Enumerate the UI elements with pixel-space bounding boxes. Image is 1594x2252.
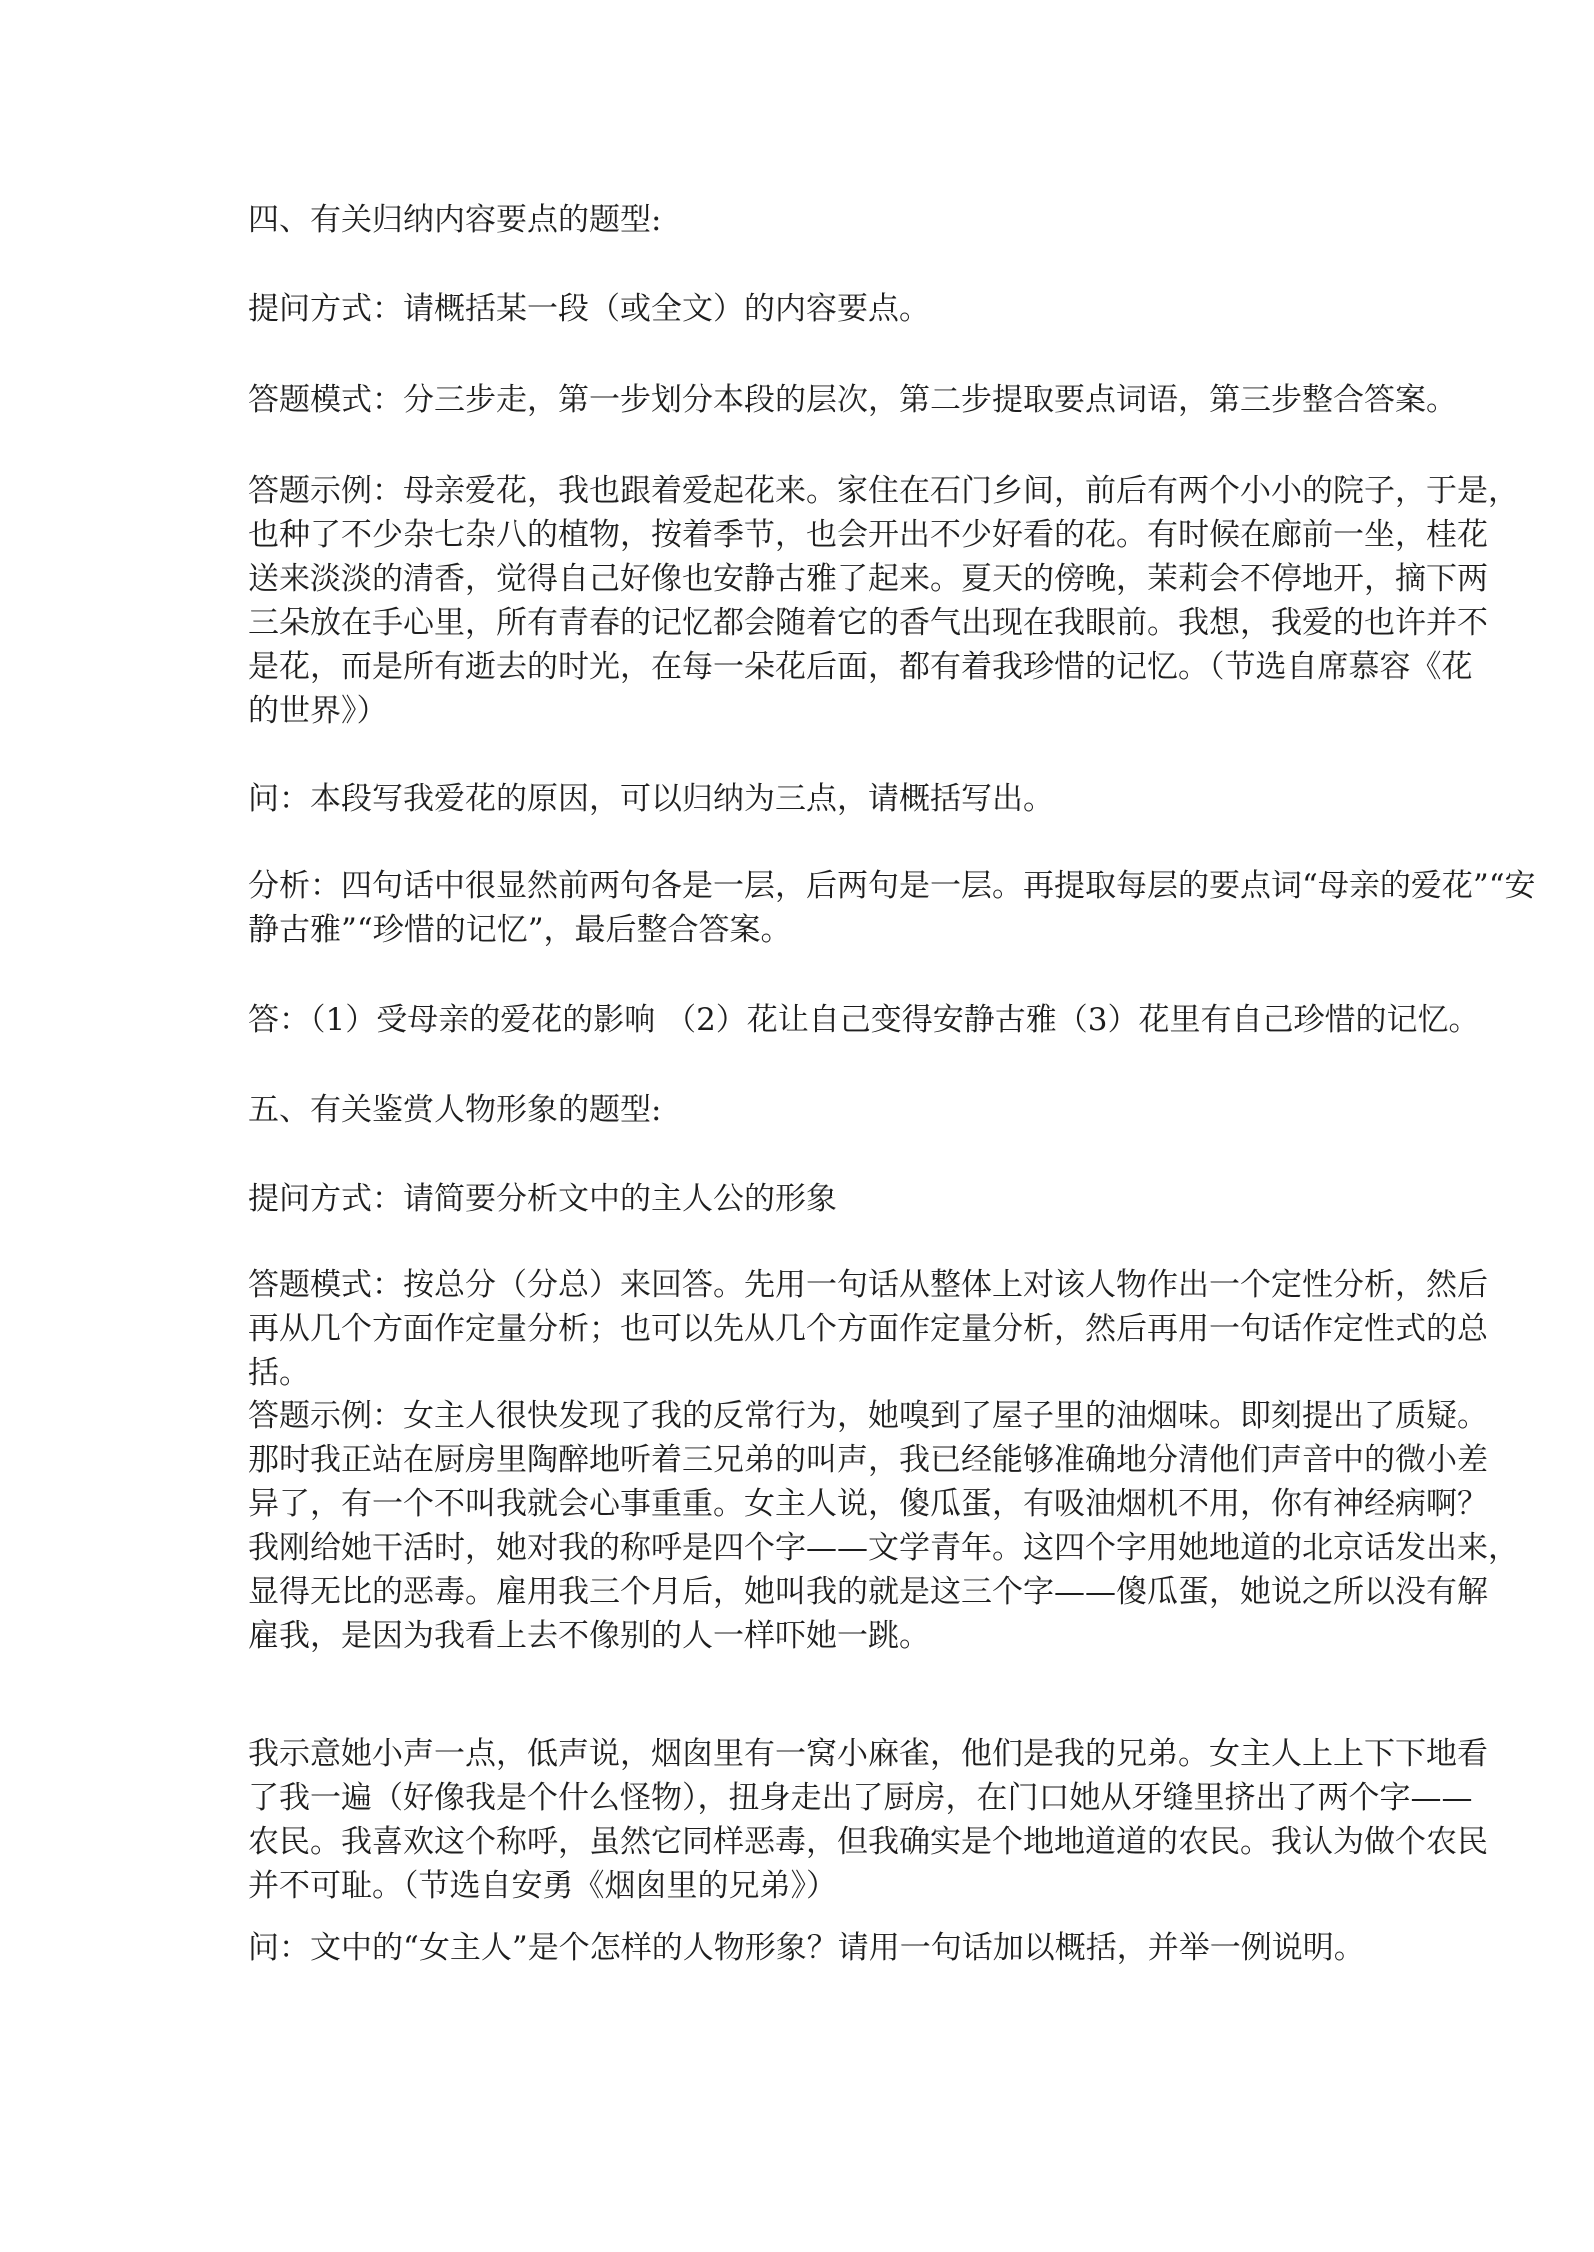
question-4 (248, 777, 1388, 821)
text-line: 问：文中的“女主人”是个怎样的人物形象？请用一句话加以概括，并举一例说明。 (248, 1930, 1365, 1966)
text-line: 我刚给她干活时，她对我的称呼是四个字——文学青年。这四个字用她地道的北京话发出来， (248, 1530, 1519, 1566)
text-line: 括。 (248, 1355, 310, 1391)
text-line: 也种了不少杂七杂八的植物，按着季节，也会开出不少好看的花。有时候在廊前一坐，桂花 (248, 517, 1488, 553)
text-line: 再从几个方面作定量分析；也可以先从几个方面作定量分析，然后再用一句话作定性式的总 (248, 1311, 1488, 1347)
text-line: 并不可耻。（节选自安勇《烟囱里的兄弟》） (248, 1868, 837, 1904)
text-line: 五、有关鉴赏人物形象的题型: (248, 1092, 662, 1128)
answer-example-4 (248, 469, 1519, 733)
text-line: 答题模式：分三步走，第一步划分本段的层次，第二步提取要点词语，第三步整合答案。 (248, 382, 1457, 418)
text-line: 农民。我喜欢这个称呼，虽然它同样恶毒，但我确实是个地地道道的农民。我认为做个农民 (248, 1824, 1488, 1860)
text-line: 答：（1）受母亲的爱花的影响 （2）花让自己变得安静古雅（3）花里有自己珍惜的记忆。 (248, 1002, 1480, 1038)
analysis-4 (248, 864, 1536, 952)
text-line: 分析：四句话中很显然前两句各是一层，后两句是一层。再提取每层的要点词“母亲的爱花”“安 (248, 868, 1536, 904)
text-line: 了我一遍（好像我是个什么怪物），扭身走出了厨房，在门口她从牙缝里挤出了两个字—— (248, 1780, 1473, 1816)
text-line: 提问方式：请简要分析文中的主人公的形象 (248, 1181, 837, 1217)
answer-example-5b (248, 1732, 1488, 1908)
text-line: 静古雅”“珍惜的记忆”，最后整合答案。 (248, 912, 792, 948)
answer-mode-4 (248, 378, 1457, 422)
answer-example-5a (248, 1394, 1519, 1658)
text-line: 的世界》） (248, 693, 388, 729)
text-line: 四、有关归纳内容要点的题型: (248, 202, 662, 238)
question-method-5 (248, 1177, 1388, 1221)
section-5-heading (248, 1088, 1388, 1132)
text-line: 异了，有一个不叫我就会心事重重。女主人说，傻瓜蛋，有吸油烟机不用，你有神经病啊？ (248, 1486, 1488, 1522)
text-line: 三朵放在手心里，所有青春的记忆都会随着它的香气出现在我眼前。我想，我爱的也许并不 (248, 605, 1488, 641)
text-line: 是花，而是所有逝去的时光，在每一朵花后面，都有着我珍惜的记忆。（节选自席慕容《花 (248, 649, 1473, 685)
text-line: 送来淡淡的清香，觉得自己好像也安静古雅了起来。夏天的傍晚，茉莉会不停地开，摘下两 (248, 561, 1488, 597)
text-line: 答题示例：母亲爱花，我也跟着爱起花来。家住在石门乡间，前后有两个小小的院子，于是， (248, 473, 1519, 509)
question-5 (248, 1926, 1388, 1970)
text-line: 问：本段写我爱花的原因，可以归纳为三点，请概括写出。 (248, 781, 1054, 817)
section-4-heading (248, 198, 1388, 242)
text-line: 答题模式：按总分（分总）来回答。先用一句话从整体上对该人物作出一个定性分析，然后 (248, 1267, 1488, 1303)
answer-mode-5 (248, 1263, 1488, 1395)
question-method-4 (248, 287, 1388, 331)
text-line: 雇我，是因为我看上去不像别的人一样吓她一跳。 (248, 1618, 930, 1654)
text-line: 答题示例：女主人很快发现了我的反常行为，她嗅到了屋子里的油烟味。即刻提出了质疑。 (248, 1398, 1488, 1434)
answer-4 (248, 998, 1480, 1042)
text-line: 提问方式：请概括某一段（或全文）的内容要点。 (248, 291, 930, 327)
text-line: 显得无比的恶毒。雇用我三个月后，她叫我的就是这三个字——傻瓜蛋，她说之所以没有解 (248, 1574, 1488, 1610)
text-line: 那时我正站在厨房里陶醉地听着三兄弟的叫声，我已经能够准确地分清他们声音中的微小差 (248, 1442, 1488, 1478)
text-line: 我示意她小声一点，低声说，烟囱里有一窝小麻雀，他们是我的兄弟。女主人上上下下地看 (248, 1736, 1488, 1772)
